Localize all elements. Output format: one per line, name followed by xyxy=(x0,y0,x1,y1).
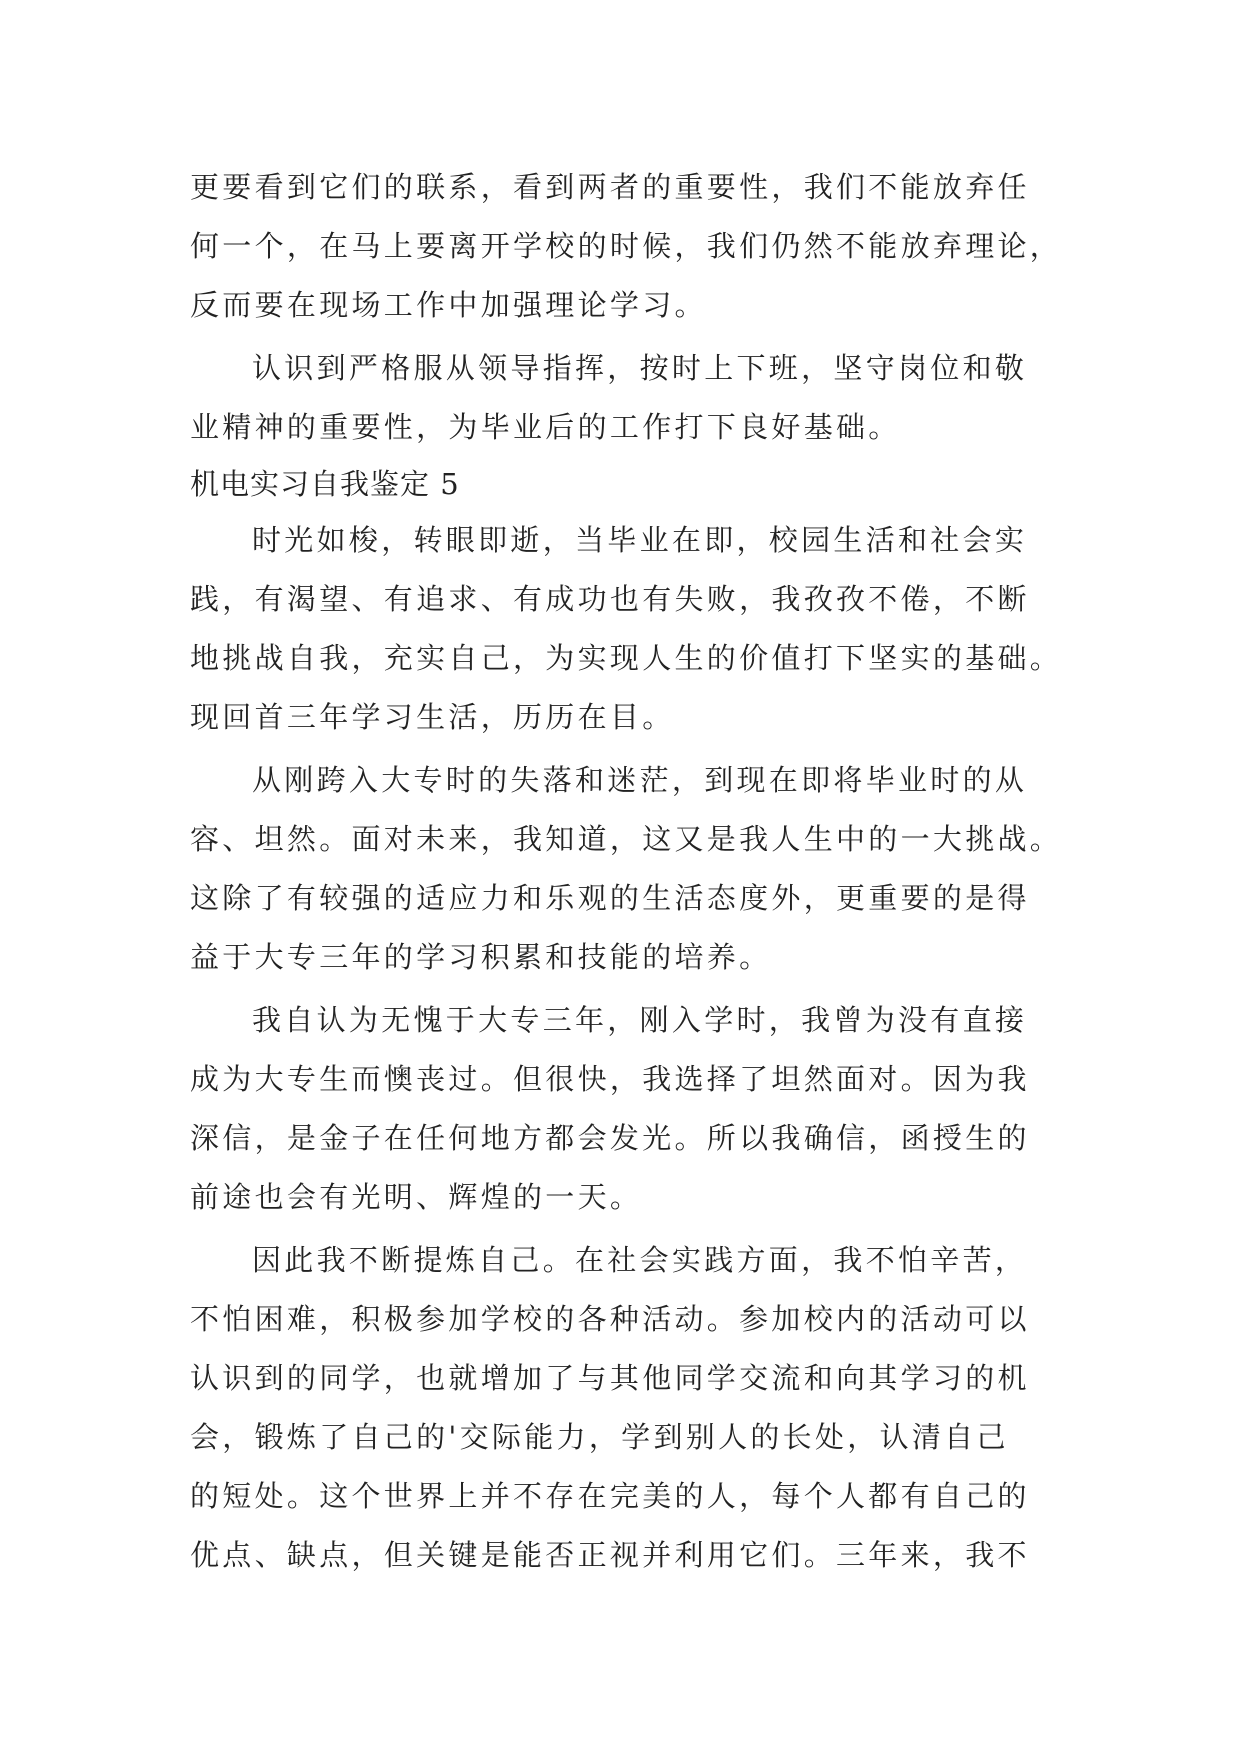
text-line: 业精神的重要性，为毕业后的工作打下良好基础。 xyxy=(190,410,901,444)
text-line: 反而要在现场工作中加强理论学习。 xyxy=(190,288,707,322)
text-line: 优点、缺点，但关键是能否正视并利用它们。三年来，我不 xyxy=(190,1538,1030,1572)
text-line: 认识到的同学，也就增加了与其他同学交流和向其学习的机 xyxy=(190,1361,1030,1395)
section-heading: 机电实习自我鉴定 5 xyxy=(190,467,460,501)
text-line: 益于大专三年的学习积累和技能的培养。 xyxy=(190,940,772,974)
paragraph-first-line: 因此我不断提炼自己。在社会实践方面，我不怕辛苦， xyxy=(252,1243,1028,1277)
text-line: 会，锻炼了自己的'交际能力，学到别人的长处，认清自己 xyxy=(190,1420,1009,1454)
text-line: 深信，是金子在任何地方都会发光。所以我确信，函授生的 xyxy=(190,1121,1030,1155)
paragraph-first-line: 我自认为无愧于大专三年，刚入学时，我曾为没有直接 xyxy=(252,1003,1028,1037)
text-line: 更要看到它们的联系，看到两者的重要性，我们不能放弃任 xyxy=(190,170,1030,204)
text-line: 的短处。这个世界上并不存在完美的人，每个人都有自己的 xyxy=(190,1479,1030,1513)
text-line: 这除了有较强的适应力和乐观的生活态度外，更重要的是得 xyxy=(190,881,1030,915)
paragraph-first-line: 时光如梭，转眼即逝，当毕业在即，校园生活和社会实 xyxy=(252,523,1028,557)
text-line: 现回首三年学习生活，历历在目。 xyxy=(190,700,675,734)
paragraph-first-line: 从刚跨入大专时的失落和迷茫，到现在即将毕业时的从 xyxy=(252,763,1028,797)
document-body xyxy=(190,158,1062,1585)
text-line: 地挑战自我，充实自己，为实现人生的价值打下坚实的基础。 xyxy=(190,641,1062,675)
text-line: 前途也会有光明、辉煌的一天。 xyxy=(190,1180,643,1214)
text-line: 何一个，在马上要离开学校的时候，我们仍然不能放弃理论， xyxy=(190,229,1062,263)
text-line: 践，有渴望、有追求、有成功也有失败，我孜孜不倦，不断 xyxy=(190,582,1030,616)
text-line: 成为大专生而懊丧过。但很快，我选择了坦然面对。因为我 xyxy=(190,1062,1030,1096)
text-line: 容、坦然。面对未来，我知道，这又是我人生中的一大挑战。 xyxy=(190,822,1062,856)
paragraph-first-line: 认识到严格服从领导指挥，按时上下班，坚守岗位和敬 xyxy=(252,351,1028,385)
text-line: 不怕困难，积极参加学校的各种活动。参加校内的活动可以 xyxy=(190,1302,1030,1336)
